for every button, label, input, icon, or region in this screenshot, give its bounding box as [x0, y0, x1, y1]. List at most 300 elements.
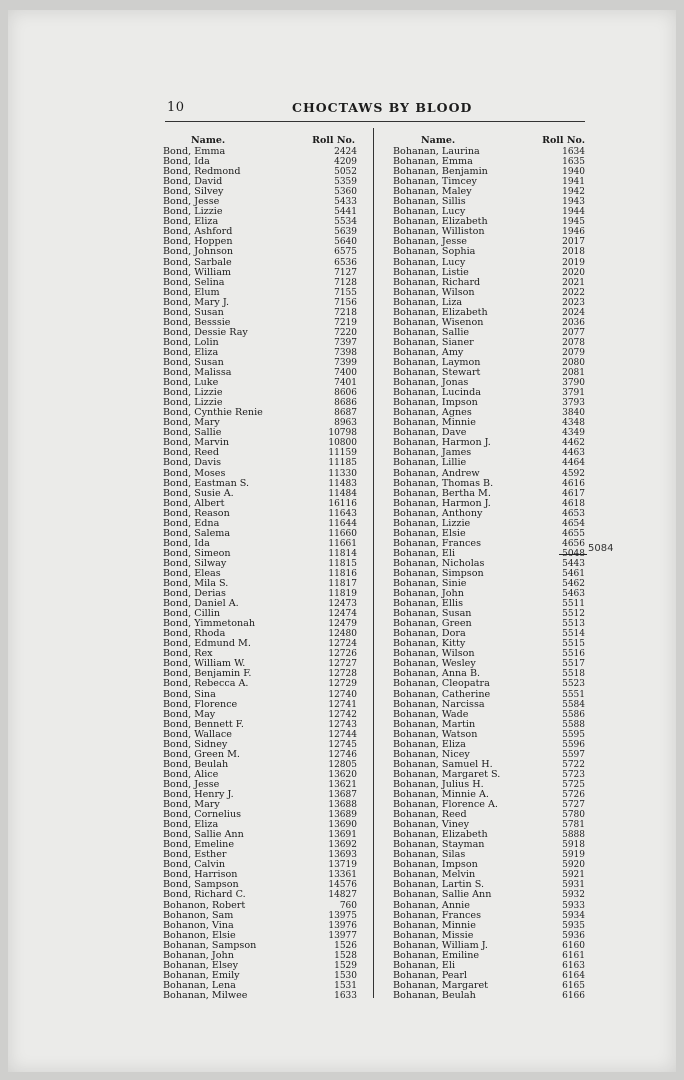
roll-number: 13621 — [328, 779, 357, 790]
entry-name: Bohanan, Elizabeth — [393, 306, 488, 318]
entry-name: Bohanan, Florence A. — [393, 799, 498, 811]
entry-name: Bond, Sallie Ann — [163, 829, 244, 841]
roll-number: 7220 — [334, 327, 357, 338]
entry-name: Bohanan, Wilson — [393, 286, 475, 298]
page-header-title: CHOCTAWS BY BLOOD — [292, 100, 473, 115]
entry-name: Bond, Calvin — [163, 859, 226, 871]
entry-name: Bohanan, Amy — [393, 346, 464, 358]
entry-name: Bohanan, Julius H. — [393, 778, 484, 790]
entry-name: Bohanan, Minnie — [393, 919, 476, 931]
entry-name: Bond, Mary — [163, 417, 220, 429]
entry-name: Bond, Luke — [163, 377, 219, 389]
roll-number: 5931 — [562, 880, 585, 891]
entry-name: Bond, William — [163, 266, 232, 278]
entry-name: Bohanan, Margaret S. — [393, 768, 501, 780]
roll-number: 5518 — [562, 669, 585, 680]
roll-number: 11483 — [328, 478, 357, 489]
entry-name: Bohanan, Reed — [393, 809, 467, 821]
roll-number: 5443 — [562, 558, 585, 569]
entry-name: Bond, Harrison — [163, 869, 238, 881]
entry-name: Bohanan, Susan — [393, 608, 472, 620]
entry-name: Bohanan, Maley — [393, 186, 472, 198]
entry-name: Bond, Dessie Ray — [163, 326, 248, 338]
entry-name: Bond, David — [163, 176, 223, 188]
roll-number: 1531 — [334, 980, 357, 991]
roll-number: 1529 — [334, 960, 357, 971]
roll-number: 1945 — [562, 217, 585, 228]
entry-name: Bohanan, Melvin — [393, 869, 476, 881]
entry-name: Bond, Lizzie — [163, 397, 223, 409]
roll-number: 11814 — [328, 548, 357, 559]
entry-name: Bond, Simeon — [163, 547, 231, 559]
entry-name: Bond, Eliza — [163, 819, 219, 831]
roll-number: 5523 — [562, 679, 585, 690]
roll-number: 11185 — [328, 458, 357, 469]
roll-number: 11660 — [328, 528, 357, 539]
entry-name: Bohanan, Bertha M. — [393, 487, 491, 499]
entry-name: Bohanan, James — [393, 447, 472, 459]
roll-number: 6165 — [562, 980, 585, 991]
entry-name: Bohanan, Sallie — [393, 326, 470, 338]
roll-number: 13361 — [328, 870, 357, 881]
roll-number: 1946 — [562, 227, 585, 238]
entry-name: Bond, Johnson — [163, 246, 234, 258]
roll-number: 12741 — [328, 699, 357, 710]
roll-number: 6163 — [562, 960, 585, 971]
roll-number: 11330 — [328, 468, 357, 479]
roll-number: 5920 — [562, 860, 585, 871]
entry-name: Bond, Reason — [163, 507, 230, 519]
roll-number: 12742 — [328, 709, 357, 720]
entry-name: Bohanan, Narcissa — [393, 698, 485, 710]
roll-number: 1943 — [562, 197, 585, 208]
entry-name: Bond, Malissa — [163, 367, 232, 379]
entry-name: Bohanan, Elizabeth — [393, 216, 488, 228]
entry-name: Bohanan, Wade — [393, 708, 469, 720]
entry-name: Bohanan, Missie — [393, 929, 474, 941]
roll-number: 2018 — [562, 247, 585, 258]
roll-number: 2036 — [562, 317, 585, 328]
entry-name: Bond, Emma — [163, 146, 226, 157]
entry-name: Bohanan, Lucy — [393, 256, 466, 268]
entry-name: Bond, Albert — [163, 497, 225, 509]
entry-name: Bohanan, Elsey — [163, 959, 238, 971]
roll-number: 4209 — [334, 157, 357, 168]
roll-number: 4464 — [562, 458, 585, 469]
entry-name: Bond, Henry J. — [163, 789, 234, 800]
entry-name: Bond, Sampson — [163, 879, 239, 891]
entry-name: Bohanan, Elsie — [393, 527, 466, 539]
entry-name: Bohanan, Emiline — [393, 949, 480, 961]
roll-number: 14827 — [328, 890, 357, 901]
entry-name: Bohanon, Robert — [163, 899, 246, 911]
roll-number: 8686 — [334, 398, 357, 409]
roll-number: 5725 — [562, 779, 585, 790]
roll-number: 5933 — [562, 900, 585, 911]
name-column-label: Name. — [421, 135, 456, 146]
roll-number: 5360 — [334, 187, 357, 198]
entry-name: Bohanan, Liza — [393, 296, 463, 308]
roll-number: 12728 — [328, 669, 357, 680]
roll-number: 5534 — [334, 217, 357, 228]
entry-name: Bond, Emeline — [163, 839, 235, 851]
entry-name: Bond, Jesse — [163, 778, 220, 790]
entry-name: Bohanan, Eli — [393, 959, 456, 971]
roll-number: 11643 — [328, 508, 357, 519]
roll-number: 3791 — [562, 388, 585, 399]
roll-number: 5461 — [562, 568, 585, 579]
roll-number: 2017 — [562, 237, 585, 248]
entry-name: Bohanan, Andrew — [393, 467, 480, 479]
entry-name: Bohanan, Listie — [393, 266, 469, 278]
roll-number: 1942 — [562, 187, 585, 198]
roll-number: 5918 — [562, 840, 585, 851]
entry-name: Bohanan, Richard — [393, 276, 481, 288]
entry-name: Bond, Rex — [163, 648, 213, 660]
entry-name: Bohanan, Lena — [163, 979, 236, 991]
roll-number: 10798 — [328, 428, 357, 439]
entry-name: Bond, Eliza — [163, 216, 219, 228]
roll-number: 6536 — [334, 257, 357, 268]
entry-name: Bohanan, Harmon J. — [393, 437, 491, 449]
entry-name: Bohanan, Watson — [393, 728, 478, 740]
roll-number: 5932 — [562, 890, 585, 901]
entry-name: Bond, Reed — [163, 447, 219, 459]
roll-number: 5596 — [562, 739, 585, 750]
roll-number: 6166 — [562, 990, 585, 1001]
name-column-label: Name. — [191, 135, 226, 146]
entry-name: Bohanan, Sophia — [393, 246, 476, 258]
roll-number: 7398 — [334, 347, 357, 358]
roll-number: 1634 — [562, 147, 585, 157]
entry-name: Bohanan, Lizzie — [393, 517, 471, 529]
roll-number: 760 — [339, 900, 357, 911]
roll-number: 13977 — [328, 930, 357, 941]
entry-name: Bond, Wallace — [163, 728, 232, 740]
entry-name: Bond, Cornelius — [163, 809, 242, 821]
list-item — [163, 890, 357, 900]
handwritten-correction: 5084 — [588, 543, 614, 554]
roll-number: 13620 — [328, 769, 357, 780]
roll-number: 4656 — [562, 538, 585, 549]
roll-number: 13688 — [328, 800, 357, 811]
entry-name: Bohanan, Benjamin — [393, 166, 488, 178]
roll-number: 12745 — [328, 739, 357, 750]
roll-number: 1940 — [562, 167, 585, 178]
entry-name: Bohanan, Sianer — [393, 336, 474, 348]
roll-number: 11817 — [328, 579, 357, 590]
roll-number: 5723 — [562, 769, 585, 780]
entry-name: Bond, Cynthie Renie — [163, 407, 263, 419]
roll-number: 13693 — [328, 850, 357, 861]
entry-name: Bond, Mary — [163, 799, 220, 811]
entry-name: Bohanan, John — [393, 588, 464, 600]
entry-name: Bohanan, Minnie — [393, 417, 476, 429]
entry-name: Bond, Besssie — [163, 316, 231, 328]
roll-number: 7401 — [334, 378, 357, 389]
entry-name: Bond, Mila S. — [163, 578, 229, 590]
entry-name: Bohanan, Green — [393, 618, 472, 630]
roll-number: 5433 — [334, 197, 357, 208]
roll-number: 13687 — [328, 790, 357, 800]
roll-number: 1526 — [334, 940, 357, 951]
entry-name: Bohanan, Frances — [393, 537, 482, 549]
roll-number: 2019 — [562, 257, 585, 268]
entry-name: Bond, Silvey — [163, 186, 224, 198]
entry-name: Bond, Daniel A. — [163, 598, 239, 610]
roll-number: 13690 — [328, 820, 357, 831]
roll-number: 4348 — [562, 418, 585, 429]
roll-number: 4616 — [562, 478, 585, 489]
roll-number: 13692 — [328, 840, 357, 851]
roll-number: 1633 — [334, 990, 357, 1001]
entry-name: Bohanan, Simpson — [393, 567, 484, 579]
entry-name: Bohanan, Cleopatra — [393, 678, 490, 690]
roll-number: 5780 — [562, 810, 585, 821]
roll-number: 5513 — [562, 619, 585, 630]
entry-name: Bond, Marvin — [163, 437, 230, 449]
entry-name: Bohanan, Eli — [393, 547, 456, 559]
entry-name: Bohanan, Wilson — [393, 648, 475, 660]
entry-name: Bohanon, Sam — [163, 909, 234, 921]
roll-number: 13719 — [328, 860, 357, 871]
roll-number: 2021 — [562, 277, 585, 288]
entry-name: Bohanan, Jesse — [393, 236, 467, 248]
entry-name: Bohanan, Pearl — [393, 969, 467, 981]
roll-number: 3840 — [562, 408, 585, 419]
entry-name: Bohanan, Sillis — [393, 196, 466, 208]
entry-name: Bond, Jesse — [163, 196, 220, 208]
roll-number: 8606 — [334, 388, 357, 399]
roll-number: 5722 — [562, 759, 585, 770]
entry-name: Bond, Sarbale — [163, 256, 232, 268]
entry-name: Bohanan, Jonas — [393, 377, 469, 389]
entry-name: Bond, Susan — [163, 306, 224, 318]
list-item — [393, 247, 585, 257]
entry-name: Bohanan, Lucy — [393, 206, 466, 218]
list-item — [393, 890, 585, 900]
roll-number: 5640 — [334, 237, 357, 248]
roll-number: 12724 — [328, 639, 357, 650]
roll-number: 5516 — [562, 649, 585, 660]
roll-number: 2020 — [562, 267, 585, 278]
entry-name: Bohanan, Stayman — [393, 839, 485, 851]
roll-number: 12479 — [328, 619, 357, 630]
entry-name: Bond, Edna — [163, 517, 220, 529]
entry-name: Bohanan, William J. — [393, 939, 488, 951]
roll-number: 4617 — [562, 488, 585, 499]
roll-number: 5727 — [562, 800, 585, 811]
roll-number: 4592 — [562, 468, 585, 479]
list-item — [393, 458, 585, 468]
entry-name: Bohanan, Minnie A. — [393, 789, 489, 800]
roll-column-label: Roll No. — [542, 135, 585, 146]
entry-name: Bond, Davis — [163, 457, 222, 469]
roll-number: 2079 — [562, 347, 585, 358]
roll-number: 11484 — [328, 488, 357, 499]
roll-number: 4653 — [562, 508, 585, 519]
roll-number: 12474 — [328, 609, 357, 620]
entry-name: Bond, Edmund M. — [163, 638, 251, 650]
roll-number: 6164 — [562, 970, 585, 981]
entry-name: Bond, Silway — [163, 557, 227, 569]
entry-name: Bond, Mary J. — [163, 296, 229, 308]
entry-name: Bohanan, Eliza — [393, 738, 466, 750]
roll-number: 12729 — [328, 679, 357, 690]
list-item — [393, 991, 585, 1001]
entry-name: Bond, Elum — [163, 286, 220, 298]
roll-number: 5919 — [562, 850, 585, 861]
entry-name: Bond, Eliza — [163, 346, 219, 358]
roll-number: 11816 — [328, 568, 357, 579]
entry-name: Bond, Richard C. — [163, 889, 246, 901]
roll-number: 8963 — [334, 418, 357, 429]
entry-name: Bohanan, Frances — [393, 909, 482, 921]
entry-name: Bohanan, Stewart — [393, 367, 481, 379]
entry-name: Bohanan, Martin — [393, 718, 476, 730]
entry-name: Bohanan, Agnes — [393, 407, 472, 419]
entry-name: Bohanan, Laymon — [393, 356, 481, 368]
entry-name: Bond, Florence — [163, 698, 238, 710]
entry-name: Bohanan, Nicholas — [393, 557, 485, 569]
roll-number: 14576 — [328, 880, 357, 891]
entry-name: Bohanan, Elizabeth — [393, 829, 488, 841]
entry-name: Bohanan, Sampson — [163, 939, 257, 951]
entry-name: Bohanan, Sinie — [393, 578, 467, 590]
roll-number: 1944 — [562, 207, 585, 218]
roll-number: 7397 — [334, 337, 357, 348]
entry-name: Bond, May — [163, 708, 216, 720]
entry-name: Bohanan, Silas — [393, 849, 466, 861]
roll-number: 4618 — [562, 498, 585, 509]
roll-number: 2080 — [562, 357, 585, 368]
entry-name: Bond, Selina — [163, 276, 225, 288]
right-column — [393, 134, 585, 1001]
list-item — [163, 458, 357, 468]
entry-name: Bohanan, Beulah — [393, 989, 476, 1001]
roll-number: 2023 — [562, 297, 585, 308]
entry-name: Bohanan, Wisenon — [393, 316, 484, 328]
roll-number: 2081 — [562, 368, 585, 379]
roll-number: 16116 — [328, 498, 357, 509]
entry-name: Bohanon, Vina — [163, 919, 234, 931]
struck-roll-number: 5048 — [562, 548, 585, 559]
roll-number: 5586 — [562, 709, 585, 720]
roll-number: 2424 — [334, 147, 357, 157]
entry-name: Bond, Ida — [163, 537, 210, 549]
left-column — [163, 134, 357, 1001]
entry-name: Bond, Rhoda — [163, 628, 226, 640]
entry-name: Bohanon, Elsie — [163, 929, 236, 941]
roll-number: 5463 — [562, 589, 585, 600]
roll-number: 12473 — [328, 599, 357, 610]
roll-number: 12726 — [328, 649, 357, 660]
entry-name: Bond, Moses — [163, 467, 226, 479]
roll-number: 12805 — [328, 759, 357, 770]
roll-number: 11815 — [328, 558, 357, 569]
roll-number: 1635 — [562, 157, 585, 168]
roll-number: 3790 — [562, 378, 585, 389]
entry-name: Bohanan, Emma — [393, 156, 473, 168]
roll-number: 5639 — [334, 227, 357, 238]
right-entry-list — [393, 147, 585, 1001]
entry-name: Bond, Lolin — [163, 336, 219, 348]
entry-name: Bohanan, Nicey — [393, 748, 470, 760]
entry-name: Bohanan, Viney — [393, 819, 470, 831]
roll-number: 2078 — [562, 337, 585, 348]
roll-number: 4462 — [562, 438, 585, 449]
roll-number: 7399 — [334, 357, 357, 368]
roll-number: 2077 — [562, 327, 585, 338]
entry-name: Bond, Redmond — [163, 166, 241, 178]
entry-name: Bond, Susie A. — [163, 487, 234, 499]
roll-number: 11819 — [328, 589, 357, 600]
roll-number: 4654 — [562, 518, 585, 529]
entry-name: Bohanan, Annie — [393, 899, 470, 911]
roll-number: 5888 — [562, 830, 585, 841]
roll-number: 5052 — [334, 167, 357, 178]
roll-number: 5551 — [562, 689, 585, 700]
roll-number: 7128 — [334, 277, 357, 288]
entry-name: Bond, Sina — [163, 688, 216, 700]
roll-number: 12480 — [328, 629, 357, 640]
roll-number: 5595 — [562, 729, 585, 740]
roll-number: 7155 — [334, 287, 357, 298]
roll-number: 7218 — [334, 307, 357, 318]
roll-number: 5588 — [562, 719, 585, 730]
roll-column-label: Roll No. — [312, 135, 355, 146]
roll-number: 5597 — [562, 749, 585, 760]
entry-name: Bohanan, John — [163, 949, 234, 961]
roll-number: 6161 — [562, 950, 585, 961]
header-rule — [165, 121, 585, 122]
entry-name: Bond, Hoppen — [163, 236, 233, 248]
roll-number: 5726 — [562, 790, 585, 800]
roll-number: 12744 — [328, 729, 357, 740]
roll-number: 5511 — [562, 599, 585, 610]
roll-number: 7400 — [334, 368, 357, 379]
entry-name: Bond, Yimmetonah — [163, 618, 256, 630]
entry-name: Bohanan, Anthony — [393, 507, 483, 519]
roll-number: 2022 — [562, 287, 585, 298]
roll-number: 5781 — [562, 820, 585, 831]
roll-number: 6160 — [562, 940, 585, 951]
entry-name: Bohanan, Kitty — [393, 638, 466, 650]
roll-number: 5935 — [562, 920, 585, 931]
roll-number: 2024 — [562, 307, 585, 318]
entry-name: Bond, Salema — [163, 527, 231, 539]
roll-number: 13975 — [328, 910, 357, 921]
entry-name: Bond, Rebecca A. — [163, 678, 249, 690]
left-entry-list — [163, 147, 357, 1001]
entry-name: Bohanan, Anna B. — [393, 668, 481, 680]
entry-name: Bond, Lizzie — [163, 206, 223, 218]
entry-name: Bohanan, Emily — [163, 969, 240, 981]
entry-name: Bond, Ida — [163, 156, 210, 168]
entry-name: Bond, Bennett F. — [163, 718, 244, 730]
entry-name: Bohanan, Catherine — [393, 688, 491, 700]
entry-name: Bohanan, Lillie — [393, 457, 467, 469]
page-number: 10 — [167, 100, 185, 115]
roll-number: 4655 — [562, 528, 585, 539]
roll-number: 10800 — [328, 438, 357, 449]
entry-name: Bohanan, Ellis — [393, 598, 464, 610]
entry-name: Bond, Green M. — [163, 748, 240, 760]
entry-name: Bohanan, Lartin S. — [393, 879, 485, 891]
roll-number: 4349 — [562, 428, 585, 439]
entry-name: Bond, Benjamin F. — [163, 668, 252, 680]
roll-number: 12740 — [328, 689, 357, 700]
